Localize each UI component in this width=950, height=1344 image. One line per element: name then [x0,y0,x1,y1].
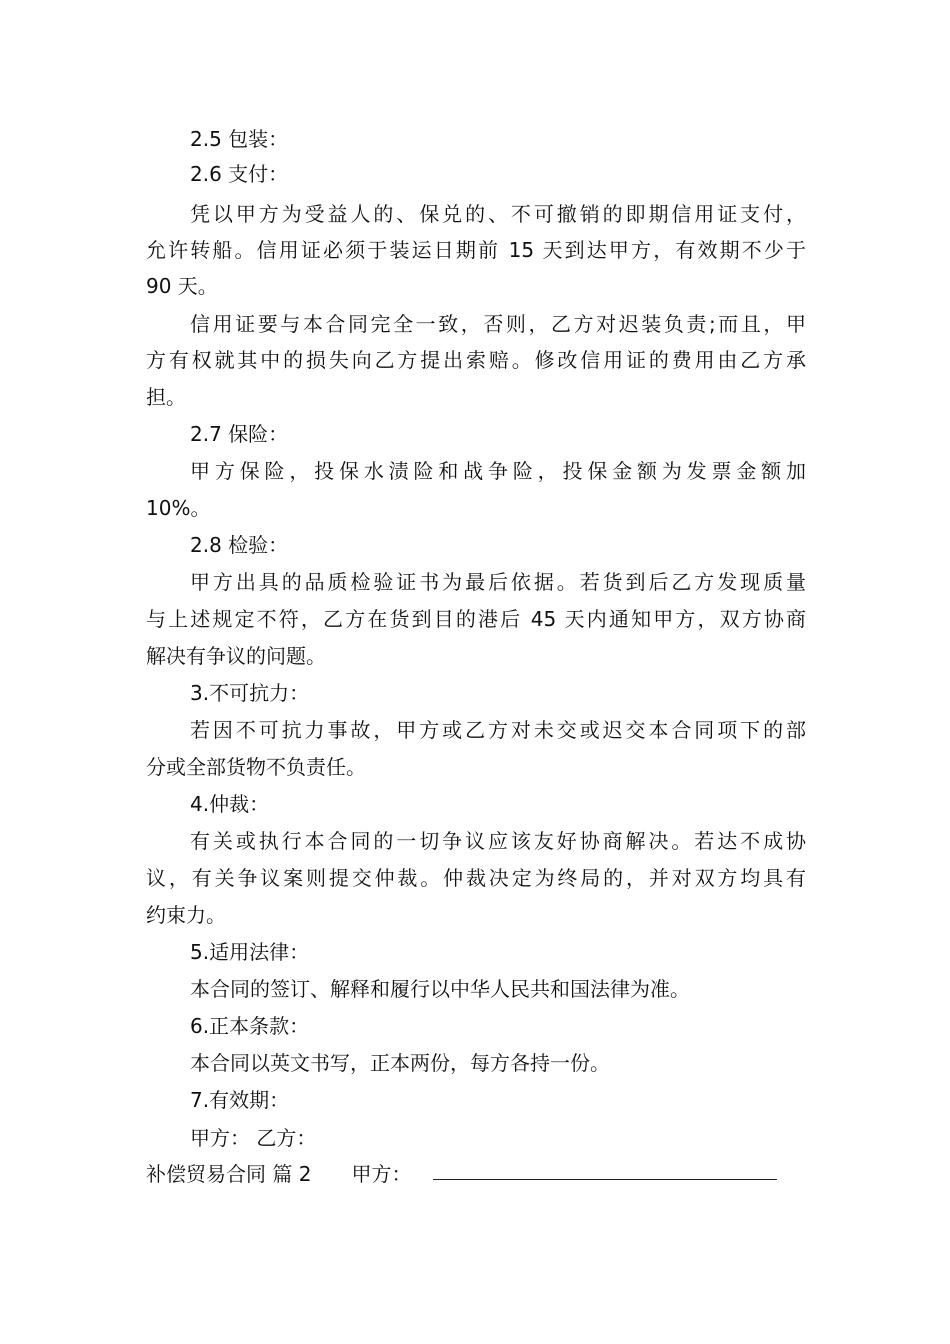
clause-3-heading: 3.不可抗力： [190,681,310,705]
paragraph-line: 若因不可抗力事故，甲方或乙方对未交或迟交本合同项下的部 [190,718,806,742]
party-a-blank-line [433,1179,777,1180]
clause-2-8-heading: 2.8 检验： [190,533,289,557]
paragraph-line: 90 天。 [146,274,218,298]
paragraph-line: 信用证要与本合同完全一致，否则，乙方对迟装负责;而且，甲 [190,312,806,336]
paragraph-line: 本合同以英文书写，正本两份，每方各持一份。 [190,1051,610,1075]
paragraph-line: 本合同的签订、解释和履行以中华人民共和国法律为准。 [190,977,690,1001]
paragraph-line: 凭以甲方为受益人的、保兑的、不可撤销的即期信用证支付， [190,202,806,226]
section-title-part-2: 补偿贸易合同 篇 2 甲方： [146,1162,412,1186]
paragraph-line: 允许转船。信用证必须于装运日期前 15 天到达甲方，有效期不少于 [146,238,806,262]
paragraph-line: 约束力。 [146,903,226,927]
paragraph-line: 方有权就其中的损失向乙方提出索赔。修改信用证的费用由乙方承 [146,348,806,372]
paragraph-line: 甲方出具的品质检验证书为最后依据。若货到后乙方发现质量 [190,570,806,594]
clause-4-heading: 4.仲裁： [190,792,270,816]
paragraph-line: 担。 [146,385,186,409]
paragraph-line: 10%。 [146,496,211,520]
paragraph-line: 解决有争议的问题。 [146,644,326,668]
clause-2-7-heading: 2.7 保险： [190,422,289,446]
clause-2-5-heading: 2.5 包装： [190,127,289,151]
clause-7-heading: 7.有效期： [190,1088,290,1112]
paragraph-line: 甲方保险，投保水渍险和战争险，投保金额为发票金额加 [190,459,806,483]
clause-2-6-heading: 2.6 支付： [190,162,289,186]
clause-6-heading: 6.正本条款： [190,1014,310,1038]
paragraph-line: 与上述规定不符，乙方在货到目的港后 45 天内通知甲方，双方协商 [146,607,806,631]
paragraph-line: 有关或执行本合同的一切争议应该友好协商解决。若达不成协 [190,829,806,853]
signature-parties: 甲方： 乙方： [190,1126,317,1150]
clause-5-heading: 5.适用法律： [190,940,310,964]
paragraph-line: 议，有关争议案则提交仲裁。仲裁决定为终局的，并对双方均具有 [146,866,806,890]
paragraph-line: 分或全部货物不负责任。 [146,755,366,779]
